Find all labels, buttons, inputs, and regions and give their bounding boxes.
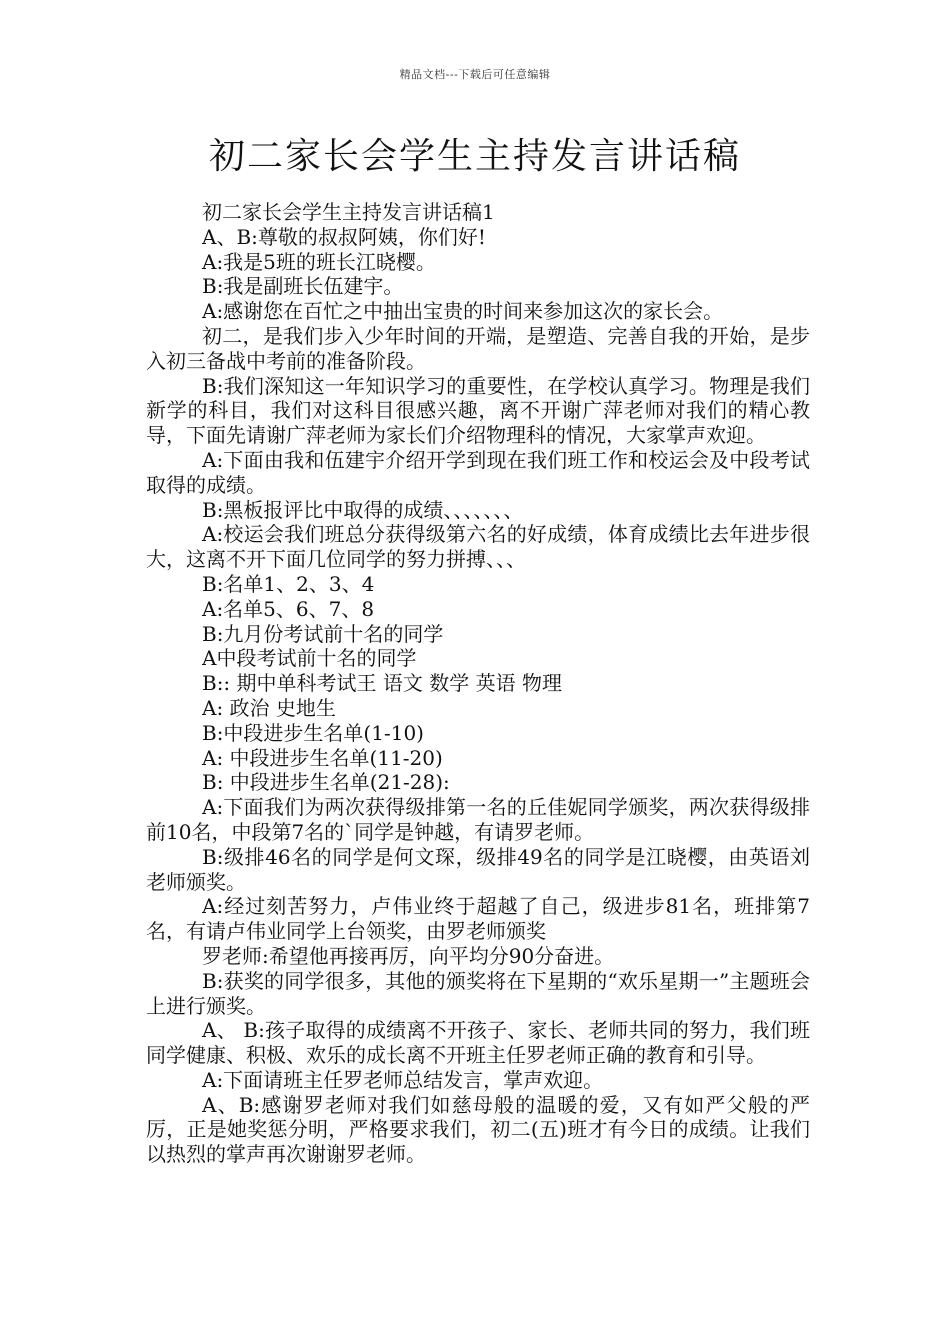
paragraph: B:级排46名的同学是何文琛，级排49名的同学是江晓樱，由英语刘老师颁奖。 <box>146 844 810 894</box>
document-title: 初二家长会学生主持发言讲话稿 <box>208 136 741 177</box>
document-body <box>146 200 810 1167</box>
paragraph: A:校运会我们班总分获得级第六名的好成绩，体育成绩比去年进步很大，这离不开下面几位同学的努力拼搏、、、 <box>146 522 810 572</box>
paragraph: B:九月份考试前十名的同学 <box>202 621 444 646</box>
paragraph: 初二家长会学生主持发言讲话稿1 <box>202 200 495 224</box>
paragraph: A:下面由我和伍建宇介绍开学到现在我们班工作和校运会及中段考试取得的成绩。 <box>146 447 810 497</box>
paragraph: B:我是副班长伍建宇。 <box>202 274 404 299</box>
paragraph: A:下面请班主任罗老师总结发言，掌声欢迎。 <box>202 1067 604 1092</box>
paragraph: A、 B:孩子取得的成绩离不开孩子、家长、老师共同的努力，我们班同学健康、积极、欢乐的成长离不开班主任罗老师正确的教育和引导。 <box>146 1018 810 1068</box>
paragraph: B: 中段进步生名单(21-28): <box>202 770 450 795</box>
paragraph: A: 中段进步生名单(11-20) <box>202 745 443 770</box>
paragraph: B:黑板报评比中取得的成绩、、、、、、、 <box>202 497 524 522</box>
page-header: 精品文档---下载后可任意编辑 <box>399 68 551 81</box>
paragraph: B:我们深知这一年知识学习的重要性，在学校认真学习。物理是我们新学的科目，我们对这科目很感兴趣，离不开谢广萍老师对我们的精心教导，下面先请谢广萍老师为家长们介绍物理科的情况，大家掌声欢迎。 <box>146 373 810 448</box>
paragraph: B:中段进步生名单(1-10) <box>202 720 424 745</box>
paragraph: 罗老师:希望他再接再厉，向平均分90分奋进。 <box>202 943 615 968</box>
paragraph: A:感谢您在百忙之中抽出宝贵的时间来参加这次的家长会。 <box>202 299 724 324</box>
paragraph: A:名单5、6、7、8 <box>202 596 375 621</box>
paragraph: B:: 期中单科考试王 语文 数学 英语 物理 <box>202 671 562 696</box>
paragraph: A:经过刻苦努力，卢伟业终于超越了自己，级进步81名，班排第7名，有请卢伟业同学上台领奖，由罗老师颁奖 <box>146 894 810 944</box>
paragraph: 初二，是我们步入少年时间的开端，是塑造、完善自我的开始，是步入初三备战中考前的准备阶段。 <box>146 323 810 373</box>
paragraph: A:我是5班的班长江晓樱。 <box>202 249 436 274</box>
paragraph: A: 政治 史地生 <box>202 695 336 720</box>
paragraph: A、B:感谢罗老师对我们如慈母般的温暖的爱，又有如严父般的严厉，正是她奖惩分明，严格要求我们，初二(五)班才有今日的成绩。让我们以热烈的掌声再次谢谢罗老师。 <box>146 1092 810 1167</box>
paragraph: B:名单1、2、3、4 <box>202 571 375 596</box>
paragraph: A、B:尊敬的叔叔阿姨，你们好! <box>202 224 486 249</box>
paragraph: A中段考试前十名的同学 <box>202 646 417 671</box>
paragraph: A:下面我们为两次获得级排第一名的丘佳妮同学颁奖，两次获得级排前10名，中段第7名的`同学是钟越，有请罗老师。 <box>146 795 810 844</box>
paragraph: B:获奖的同学很多，其他的颁奖将在下星期的“欢乐星期一”主题班会上进行颁奖。 <box>146 968 810 1018</box>
